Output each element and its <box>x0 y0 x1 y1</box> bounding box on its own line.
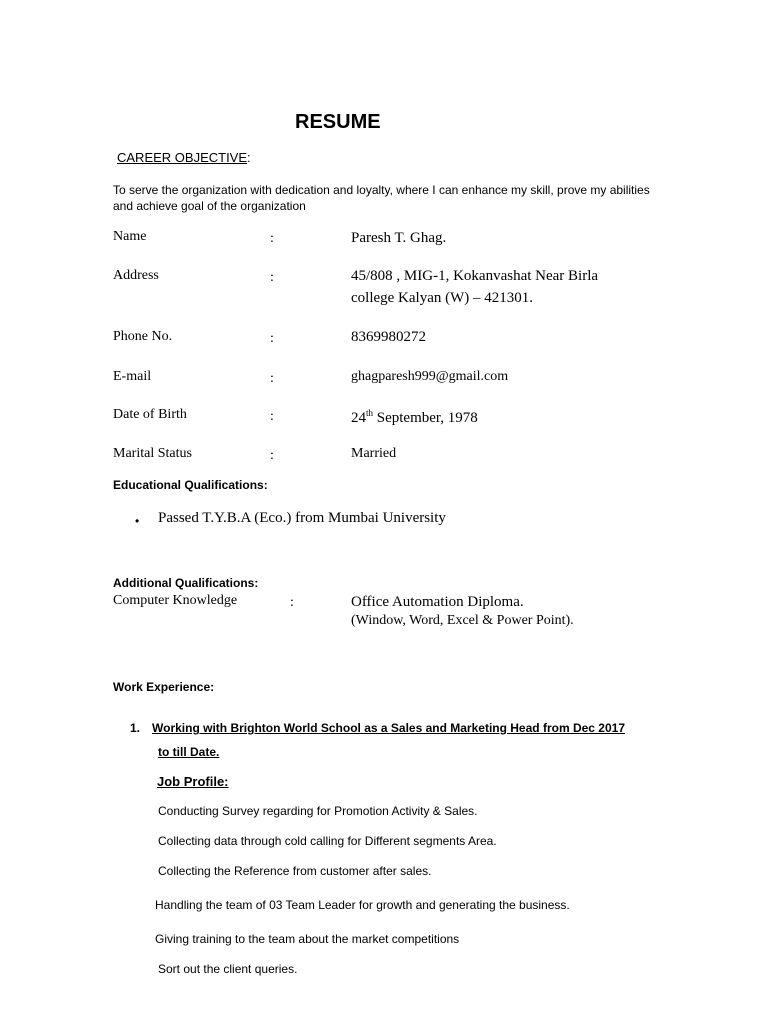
career-objective-heading: CAREER OBJECTIVE <box>117 150 248 165</box>
marital-label: Marital Status <box>113 446 192 461</box>
dob-day: 24 <box>351 410 366 426</box>
phone-colon: : <box>270 331 274 346</box>
education-heading: Educational Qualifications: <box>113 478 268 492</box>
job-profile-heading: Job Profile: <box>157 774 229 789</box>
phone-value: 8369980272 <box>351 329 426 345</box>
address-label: Address <box>113 268 159 283</box>
duty-item: Collecting the Reference from customer after sales. <box>158 864 432 878</box>
address-line-2: college Kalyan (W) – 421301. <box>351 290 534 306</box>
phone-label: Phone No. <box>113 329 173 344</box>
job-title-line-2: to till Date. <box>158 745 220 759</box>
duty-item: Handling the team of 03 Team Leader for growth and generating the business. <box>155 898 570 912</box>
education-bullet: • <box>135 514 140 528</box>
name-value: Paresh T. Ghag. <box>351 230 447 246</box>
dob-rest: September, 1978 <box>373 410 478 426</box>
additional-heading: Additional Qualifications: <box>113 576 259 590</box>
dob-value <box>351 408 478 427</box>
career-objective-heading-row <box>113 150 251 165</box>
email-label: E-mail <box>113 369 152 384</box>
computer-knowledge-line-1: Office Automation Diploma. <box>351 594 524 610</box>
duty-item: Sort out the client queries. <box>158 962 298 976</box>
resume-title: RESUME <box>295 111 381 133</box>
name-label: Name <box>113 229 147 244</box>
career-objective-text: To serve the organization with dedication and loyalty, where I can enhance my skill, prove my abilities and achieve goal of the organization <box>113 183 650 213</box>
job-number: 1. <box>130 721 141 735</box>
duty-item: Collecting data through cold calling for Different segments Area. <box>158 834 497 848</box>
career-objective-colon: : <box>247 150 251 165</box>
duty-item: Conducting Survey regarding for Promotion Activity & Sales. <box>158 804 478 818</box>
duty-item: Giving training to the team about the market competitions <box>155 932 460 946</box>
address-colon: : <box>270 270 274 285</box>
address-line-1: 45/808 , MIG-1, Kokanvashat Near Birla <box>351 268 599 284</box>
email-colon: : <box>270 371 274 386</box>
email-value: ghagparesh999@gmail.com <box>351 369 509 384</box>
dob-label: Date of Birth <box>113 407 187 422</box>
education-item: Passed T.Y.B.A (Eco.) from Mumbai University <box>158 510 446 526</box>
dob-colon: : <box>270 409 274 424</box>
marital-value: Married <box>351 446 397 461</box>
marital-colon: : <box>270 448 274 463</box>
name-colon: : <box>270 231 274 246</box>
work-heading: Work Experience: <box>113 680 215 694</box>
computer-knowledge-label: Computer Knowledge <box>113 593 238 608</box>
job-title-line-1: Working with Brighton World School as a Sales and Marketing Head from Dec 2017 <box>152 721 625 735</box>
computer-knowledge-colon: : <box>290 595 294 610</box>
computer-knowledge-line-2: (Window, Word, Excel & Power Point). <box>351 613 574 628</box>
dob-ordinal: th <box>366 408 374 418</box>
